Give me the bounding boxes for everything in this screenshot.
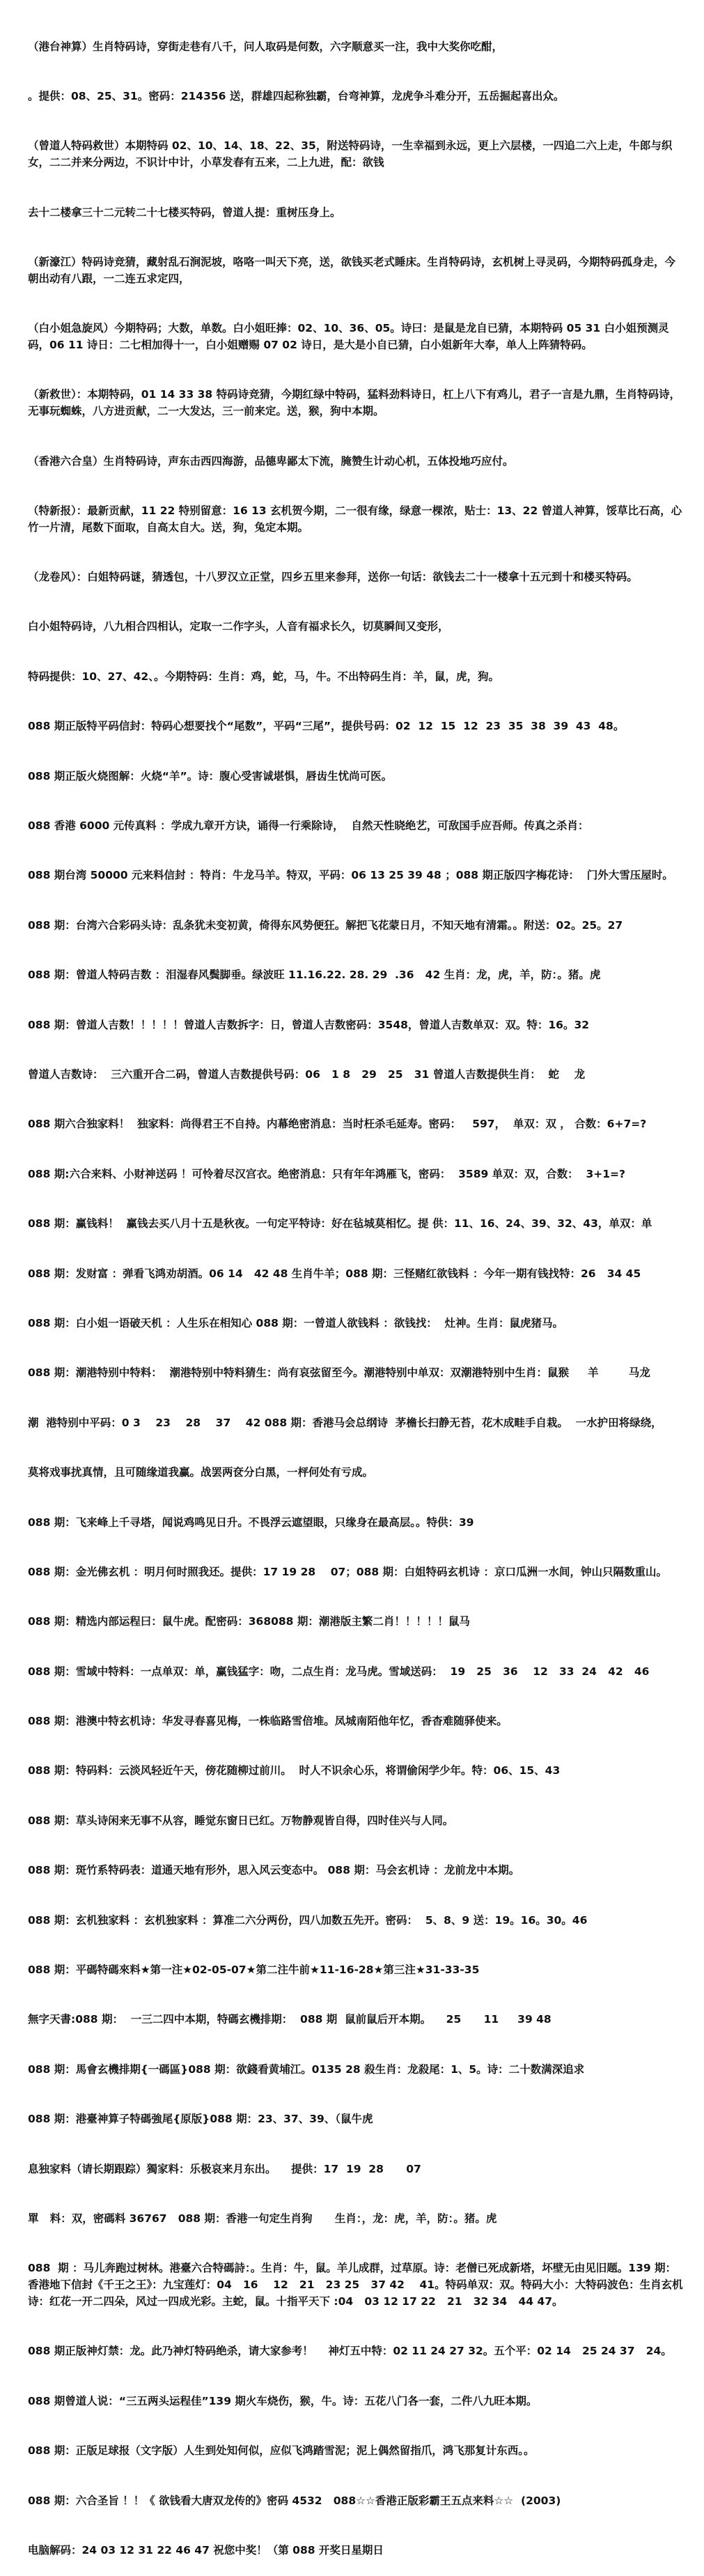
text-line: 088 期：台湾六合彩码头诗：乱条犹未变初黄，倚得东风势便狂。解把飞花蒙日月，不知天地有清霜。。附送：02。25。27 bbox=[28, 918, 623, 932]
text-line: 088 期：馬會玄機排期{一碼區}088 期：欲錢看黄埔江。0135 28 殺生肖：龙殺尾：1、5。诗：二十数满深追求 bbox=[28, 2062, 585, 2076]
text-line: 去十二楼拿三十二元转二十七楼买特码，曾道人提：重树压身上。 bbox=[28, 206, 341, 219]
text-line: 088 期：飞来峰上千寻塔，闻说鸡鸣见日升。不畏浮云遮望眼，只缘身在最高层。。特供：39 bbox=[28, 1515, 474, 1529]
text-line: 曾道人吉数诗： 三六重开合二码，曾道人吉数提供号码：06 1 8 29 25 31 曾道人吉数提供生肖： 蛇 龙 bbox=[28, 1068, 586, 1081]
text-line: 潮 港特别中平码：0 3 23 28 37 42 088 期：香港马会总纲诗 茅檐长扫静无苔，花木成畦手自栽。 一水护田将绿绕， bbox=[28, 1416, 662, 1429]
text-line: 白小姐特码诗，八九相合四相认，定取一二作字头，人音有福求长久，切莫瞬间又变形， bbox=[28, 620, 449, 633]
text-line: 特码提供：10、27、42、。今期特码：生肖：鸡，蛇，马，牛。不出特码生肖：羊，鼠，虎，狗。 bbox=[28, 670, 499, 683]
text-line: 088 期：雪域中特料：一点单双：单，赢钱猛字：吻，二点生肖：龙马虎。雪域送码： 19 25 36 12 33 24 42 46 bbox=[28, 1665, 650, 1678]
text-line: 088 期：曾道人特码吉数 ：泪湿春风鬓脚垂。绿波旺 11.16.22. 28. 29 .36 42 生肖：龙，虎，羊，防：。猪。虎 bbox=[28, 969, 601, 982]
text-line: 088 期：斑竹系特码表：道通天地有形外，思入风云变态中。 088 期：马会玄机诗 ：龙前龙中本期。 bbox=[28, 1864, 520, 1877]
text-line: 088 期台湾 50000 元来料信封 ：特肖：牛龙马羊。特双，平码：06 13 25 39 48 ；088 期正版四字梅花诗： 门外大雪压屋时。 bbox=[28, 869, 673, 882]
text-line: 088 期：港臺神算子特碼強尾{原版}088 期：23、37、39、（鼠牛虎 bbox=[28, 2113, 373, 2126]
text-line: 088 期六合独家料！ 独家料：尚得君王不自持。内幕绝密消息：当时枉杀毛延寿。密码： 597， 单双：双 ， 合数：6+7=? bbox=[28, 1118, 647, 1131]
text-line: （龙卷风）：白姐特码谜，猜透包，十八罗汉立正堂，四乡五里来参拜，送你一句话：欲钱去二十一楼拿十五元到十和楼买特码。 bbox=[28, 571, 638, 584]
text-line: （新濠江）特码诗竞猜，藏射乱石涧泥坡，咯咯一叫天下亮，送，欲钱买老式睡床。生肖特码诗，玄机树上寻灵码，今期特码孤身走，今朝出动有八跟，一二连五求定四， bbox=[28, 255, 676, 285]
text-line: 088 期 ：马儿奔跑过树林。港臺六合特碼詩：。生肖：牛，鼠。羊儿成群，过草原。诗：老僧已死成新塔，坏壁无由见旧题。139 期：香港地下信封《千王之王》：九宝莲灯：04 16 12 21 23 25 37 42 41。特码单双：双。特码大小：大特码波色：生肖玄机诗：红花一开二四朵，风过一四成光彩。主蛇，鼠。十指平天下 :04 03 12 17 22 21 32 34 44 47。 bbox=[28, 2262, 683, 2308]
text-line: 088 期：特码料：云淡风轻近午天，傍花随柳过前川。 时人不识余心乐，将谓偷闲学少年。特：06、15、43 bbox=[28, 1764, 561, 1777]
text-line: 088 期：草头诗闲来无事不从容，睡觉东窗日已红。万物静观皆自得，四时佳兴与人同。 bbox=[28, 1814, 454, 1827]
text-line: 088 期：白小姐一语破天机 ：人生乐在相知心 088 期：一曾道人欲钱料 ：欲钱找： 灶神。生肖：鼠虎猪马。 bbox=[28, 1316, 563, 1329]
text-line: 單 料：双，密碼料 36767 088 期：香港一句定生肖狗 生肖：，龙：虎，羊，防：。猪。虎 bbox=[28, 2212, 497, 2225]
text-line: （新救世）：本期特码，01 14 33 38 特码诗竞猜，今期红绿中特码，猛料劲料诗日，杠上八下有鸡儿，君子一言是九鼎，生肖特码诗，无事玩蜘蛛，八方进贡献，二一大发达，三一前来定。送，猴，狗中本期。 bbox=[28, 388, 681, 418]
text-line: 088 期正版火烧图解：火烧“羊”。诗：腹心受害诚堪惧，唇齿生忧尚可医。 bbox=[28, 769, 393, 782]
text-line: （港台神算）生肖特码诗，穿街走巷有八千，问人取码是何数，六字顺意买一注，我中大奖你吃酣， bbox=[28, 40, 503, 53]
text-line: 無字天書:088 期： 一三二四中本期，特碼玄機排期： 088 期 鼠前鼠后开本期。 25 11 39 48 bbox=[28, 2013, 552, 2026]
text-line: 088 期：潮港特别中特料： 潮港特别中特料猜生：尚有哀弦留至今。潮港特别中单双：双潮港特别中生肖：鼠猴 羊 马龙 bbox=[28, 1366, 650, 1380]
text-line: 电脑解码：24 03 12 31 22 46 47 祝您中奖！（第 088 开奖日星期日 bbox=[28, 2543, 384, 2556]
text-line: 088 期：六合圣旨 ！！《 欲钱看大唐双龙传的》密码 4532 088☆☆香港正版彩霸王五点来料☆☆ (2003) bbox=[28, 2494, 561, 2507]
text-line: 莫将戏事扰真情，且可随缘道我赢。战罢两奁分白黑，一枰何处有亏成。 bbox=[28, 1466, 374, 1479]
text-line: 。提供：08、25、31。密码：214356 送，群雄四起称独霸，台弯神算，龙虎争斗难分开，五岳掘起喜出众。 bbox=[28, 89, 565, 102]
text-line: （曾道人特码救世）本期特码 02、10、14、18、22、35，附送特码诗，一生幸福到永远，更上六层楼，一四追二六上走，牛郎与织女，二二并来分两边，不识计中计，小草发春有五来，二上九进，配：欲钱 bbox=[28, 139, 673, 169]
text-line: 088 期:六合来料、小财神送码 ！可怜着尽汉宫衣。绝密消息：只有年年鸿雁飞，密码： 3589 单双：双，合数： 3+1=? bbox=[28, 1167, 626, 1180]
text-line: 088 期：曾道人吉数！！！！！曾道人吉数拆字：日，曾道人吉数密码：3548，曾道人吉数单双：双。特：16。32 bbox=[28, 1018, 590, 1031]
text-line: （香港六合皇）生肖特码诗，声东击西四海游，品德卑鄙太下流，腌赞生计动心机，五体投地巧应付。 bbox=[28, 454, 514, 468]
text-line: 088 期：金光佛玄机 ：明月何时照我还。提供：17 19 28 07；088 期：白姐特码玄机诗 ：京口瓜洲一水间，钟山只隔数重山。 bbox=[28, 1565, 667, 1578]
text-line: 088 期曾道人说：“三五两头运程佳”139 期火车烧伤，猴，牛。诗：五花八门各一套，二件八九旺本期。 bbox=[28, 2394, 538, 2407]
text-line: 息独家料（请长期跟踪）獨家料：乐极哀来月东出。 提供：17 19 28 07 bbox=[28, 2162, 421, 2175]
text-line: 088 期：正版足球报（文字版）人生到处知何似，应似飞鸿踏雪泥；泥上偶然留指爪，鸿飞那复计东西。。 bbox=[28, 2444, 535, 2458]
text-line: 088 期正版特平码信封：特码心想要找个“尾数”，平码“三尾”，提供号码：02 12 15 12 23 35 38 39 43 48。 bbox=[28, 720, 625, 733]
text-line: （白小姐急旋风）今期特码；大数，单数。白小姐旺捧：02、10、36、05。诗曰：是鼠是龙自已猜，本期特码 05 31 白小姐预测灵码，06 11 诗日：二七相加得十一，白小姐赠赐 07 02 诗日，是大是小自已猜，白小姐新年大奉，单人上阵猜特码。 bbox=[28, 322, 669, 351]
text-line: 088 期：平碼特碼來料★第一注★02-05-07★第二注牛前★11-16-28★第三注★31-33-35 bbox=[28, 1964, 480, 1977]
text-line: （特新报）：最新贡献，11 22 特别留意：16 13 玄机贺今期，二一很有缘，绿意一棵浓，贴士：13、22 曾道人神算，馁草比石高，心竹一片清，尾数下面取，自高太自大。送，狗，兔定本期。 bbox=[28, 504, 682, 534]
text-line: 088 香港 6000 元传真料 ：学成九章开方诀，诵得一行乘除诗， 自然天性晓绝艺，可敌国手应吾师。传真之杀肖： bbox=[28, 819, 589, 833]
text-line: 088 期：赢钱料！ 赢钱去买八月十五是秋夜。一句定平特诗：好在毡城莫相忆。提 供：11、16、24、39、32、43，单双：单 bbox=[28, 1217, 652, 1231]
text-line: 088 期：精选内部运程曰：鼠牛虎。配密码：368088 期：潮港版主繁二肖！！！！！鼠马 bbox=[28, 1615, 470, 1628]
text-line: 088 期：发财富 ：弹看飞鸿劝胡酒。06 14 42 48 生肖牛羊；088 期：三怪赌红欲钱料 ：今年一期有钱找特：26 34 45 bbox=[28, 1267, 641, 1280]
text-line: 088 期正版神灯禁：龙。此乃神灯特码绝杀，请大家参考！ 神灯五中特：02 11 24 27 32。五个平：02 14 25 24 37 24。 bbox=[28, 2345, 672, 2358]
text-line: 088 期：玄机独家料 ：玄机独家料 ：算准二六分两份，四八加数五先开。密码： 5、8、9 送：19。16。30。46 bbox=[28, 1913, 588, 1927]
text-line: 088 期：港澳中特玄机诗：华发寻春喜见梅，一株临路雪倍堆。凤城南陌他年忆，香杳难随驿使来。 bbox=[28, 1715, 508, 1728]
